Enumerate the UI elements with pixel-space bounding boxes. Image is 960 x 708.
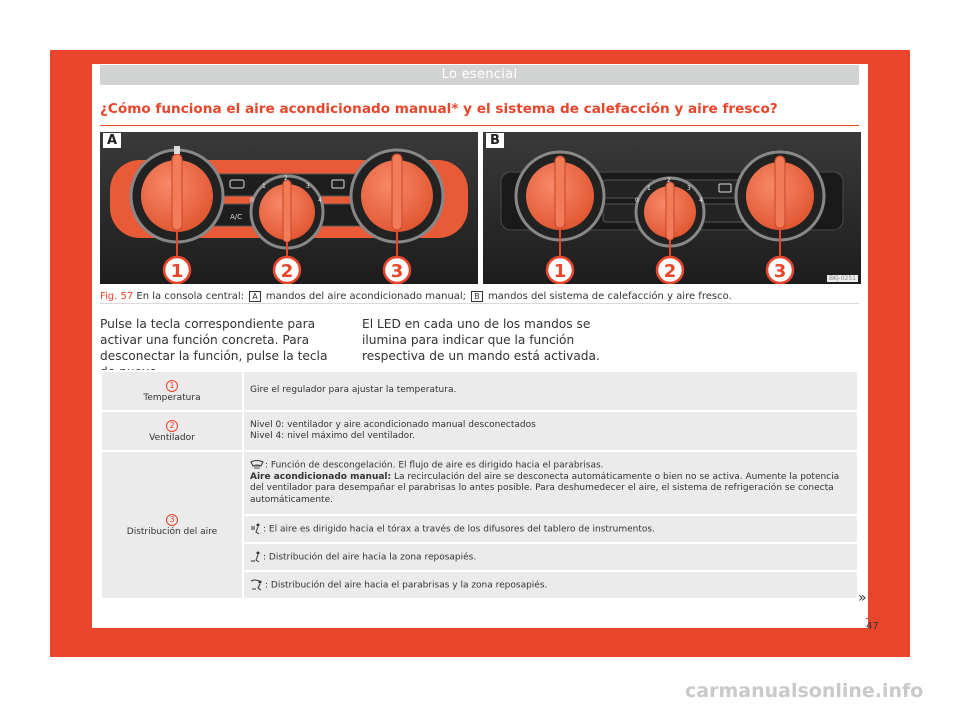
fan-tick-2: 2 bbox=[667, 177, 671, 184]
control-number: 2 bbox=[166, 420, 178, 432]
controls-table bbox=[100, 370, 859, 600]
svg-text:3: 3 bbox=[390, 261, 404, 282]
callout-1 bbox=[547, 257, 573, 283]
svg-text:3: 3 bbox=[773, 261, 787, 282]
upper-body-air-icon bbox=[250, 523, 262, 535]
callout-2 bbox=[274, 257, 300, 283]
control-number: 3 bbox=[166, 514, 178, 526]
section-title: Lo esencial bbox=[100, 65, 859, 85]
knob-air-distribution bbox=[351, 150, 443, 242]
windshield-defrost-icon bbox=[250, 460, 264, 470]
knob-temperature bbox=[516, 152, 604, 240]
footwell-air-icon bbox=[250, 551, 262, 563]
callout-1 bbox=[164, 257, 190, 283]
svg-text:1: 1 bbox=[553, 261, 567, 282]
continue-mark: » bbox=[858, 590, 867, 606]
control-desc bbox=[243, 571, 858, 599]
fan-level-0: Nivel 0: ventilador y aire acondicionado manual desconectados bbox=[250, 419, 536, 430]
fan-tick-0: 0 bbox=[250, 197, 254, 204]
watermark: carmanualsonline.info bbox=[685, 680, 924, 702]
ac-button-label: A/C bbox=[230, 213, 243, 221]
panel-b-illustration bbox=[483, 132, 861, 284]
both-desc: : Distribución del aire hacia el parabrisas y la zona reposapiés. bbox=[265, 580, 548, 590]
caption-box-b: B bbox=[471, 291, 483, 302]
caption-text-1: En la consola central: bbox=[136, 291, 245, 302]
page-number: 47 bbox=[866, 618, 896, 632]
callout-2 bbox=[657, 257, 683, 283]
windshield-footwell-air-icon bbox=[250, 579, 264, 591]
caption-box-a: A bbox=[249, 291, 260, 302]
fan-tick-4: 4 bbox=[699, 197, 703, 204]
control-name: Ventilador bbox=[149, 432, 195, 443]
figure-caption bbox=[100, 291, 859, 302]
svg-text:2: 2 bbox=[280, 261, 294, 282]
ac-desc: La recirculación del aire se desconecta automáticamente o bien no se activa. Aumente la potencia del ventilador para desempañar el parabrisas lo antes posible. Para deshumedecer el aire, el sistema de refrigeración se conecta automáticamente. bbox=[250, 471, 840, 505]
caption-text-2: mandos del aire acondicionado manual; bbox=[265, 291, 467, 302]
control-desc bbox=[243, 411, 858, 451]
control-name: Temperatura bbox=[143, 392, 201, 403]
upper-desc: : El aire es dirigido hacia el tórax a través de los difusores del tablero de instrumentos. bbox=[263, 524, 655, 534]
control-desc bbox=[243, 451, 858, 515]
feet-desc: : Distribución del aire hacia la zona reposapiés. bbox=[263, 552, 477, 562]
table-row bbox=[101, 371, 858, 411]
panel-a-illustration bbox=[100, 132, 478, 284]
table-row bbox=[101, 411, 858, 451]
fan-tick-0: 0 bbox=[635, 197, 639, 204]
control-name-cell bbox=[101, 371, 243, 411]
fan-tick-4: 4 bbox=[318, 197, 322, 204]
knob-air-distribution bbox=[736, 152, 824, 240]
control-desc bbox=[243, 543, 858, 571]
fan-tick-1: 1 bbox=[647, 185, 651, 192]
panel-a-manual-ac bbox=[100, 132, 478, 284]
control-desc: Gire el regulador para ajustar la temperatura. bbox=[243, 371, 858, 411]
figure-57 bbox=[100, 132, 859, 304]
panel-letter-b: B bbox=[486, 133, 504, 148]
control-desc bbox=[243, 515, 858, 543]
fan-tick-3: 3 bbox=[687, 185, 691, 192]
paragraph-activate: Pulse la tecla correspondiente para activar una función concreta. Para desconectar la función, pulse la tecla bbox=[100, 317, 328, 363]
table-row bbox=[101, 451, 858, 515]
paragraph-led: El LED en cada uno de los mandos se ilumina para indicar que la función respectiva de un mando está activada. bbox=[362, 317, 600, 363]
defrost-desc: : Función de descongelación. El flujo de aire es dirigido hacia el parabrisas. bbox=[265, 460, 604, 471]
page-heading: ¿Cómo funciona el aire acondicionado manual* y el sistema de calefacción y aire fresco? bbox=[100, 101, 859, 126]
fan-tick-1: 1 bbox=[262, 183, 266, 190]
control-name-cell bbox=[101, 411, 243, 451]
knob-fan bbox=[250, 175, 323, 248]
figure-label: Fig. 57 bbox=[100, 291, 134, 302]
callout-3 bbox=[384, 257, 410, 283]
fan-tick-3: 3 bbox=[306, 183, 310, 190]
ac-bold-label: Aire acondicionado manual: bbox=[250, 471, 392, 482]
panel-b-heating-fresh-air bbox=[483, 132, 861, 284]
knob-fan bbox=[635, 177, 704, 246]
svg-text:1: 1 bbox=[170, 261, 184, 282]
callout-3 bbox=[767, 257, 793, 283]
control-name: Distribución del aire bbox=[126, 526, 218, 537]
control-number: 1 bbox=[166, 380, 178, 392]
control-name-cell bbox=[101, 451, 243, 599]
svg-text:2: 2 bbox=[663, 261, 677, 282]
fan-tick-2: 2 bbox=[284, 175, 288, 182]
panel-letter-a: A bbox=[103, 133, 121, 148]
fan-level-4: Nivel 4: nivel máximo del ventilador. bbox=[250, 431, 415, 441]
figure-code: BKJ-0251 bbox=[828, 275, 856, 282]
caption-text-3: mandos del sistema de calefacción y aire fresco. bbox=[487, 291, 732, 302]
